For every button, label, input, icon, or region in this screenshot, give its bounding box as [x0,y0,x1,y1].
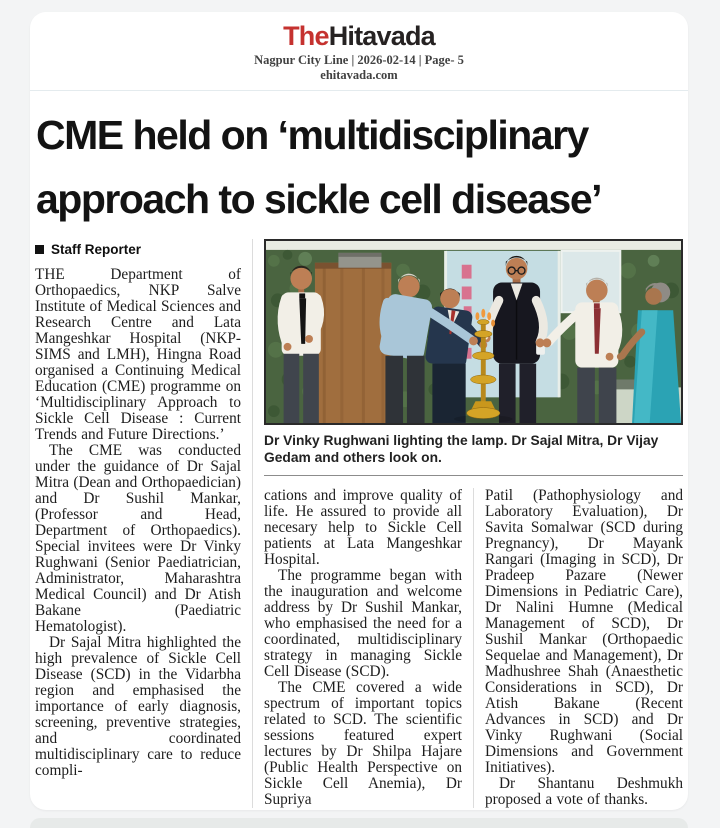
byline-square-icon [35,245,44,254]
lower-columns [264,488,683,808]
masthead [30,12,688,91]
article-paragraph: Dr Sajal Mitra highlighted the high prevalence of Sickle Cell Disease (SCD) in the Vidarbha region and emphasised the importance of early diagnosis, screening, preventive strategies, and coordinated multidisciplinary care to reduce compli- [35,634,241,780]
article-headline: CME held on ‘multidisciplinary approach to sickle cell disease’ [36,112,602,222]
event-photo-figure [264,239,683,476]
logo-the: The [283,21,329,51]
next-page-card-edge [30,818,688,828]
article-paragraph: Dr Shantanu Deshmukh proposed a vote of thanks. [485,775,683,809]
wooden-podium [315,253,391,423]
photo-and-columns [253,239,683,808]
ceiling-beam [266,241,681,250]
article-paragraph: The CME was conducted under the guidance of Dr Sajal Mitra (Dean and Orthopaedician) and Dr Sushil Mankar, (Professor and Head, Department of Orthopaedics). Special invitees were Dr Vinky Rughwani (Senior Paediatrician, Administrator, Maharashtra Medical Council) and Dr Atish Bakane (Paediatric Hematologist). [35,442,241,636]
article-paragraph: THE Department of Orthopaedics, NKP Salve Institute of Medical Sciences and Research Centre and Lata Mangeshkar Hospital (NKP-SIMS and LMH), Hingna Road organised a Continuing Medical Education (CME) programme on ‘Multidisciplinary Approach to Sickle Cell Disease : Current Trends and Future Directions.’ [35,266,241,444]
article-paragraph: cations and improve quality of life. He assured to provide all necesary help to Sickle Cell patients at Lata Mangeshkar Hospital. [264,487,462,569]
byline [35,242,241,257]
column-2 [264,488,474,808]
article-paragraph: The CME covered a wide spectrum of important topics related to SCD. The scientific sessions featured expert lectures by Dr Shilpa Hajare (Public Health Perspective on Sickle Cell Anemia), Dr Supriya [264,679,462,809]
article-paragraph: Patil (Pathophysiology and Laboratory Evaluation), Dr Savita Somalwar (SCD during Pregnancy), Dr Mayank Rangari (Imaging in SCD), Dr Pradeep Pazare (Newer Dimensions in Pediatric Care), Dr Nalini Humne (Medical Management of SCD), Dr Sushil Mankar (Orthopaedic Sequelae and Management), Dr Madhushree Shah (Anaesthetic Considerations in SCD), Dr Atish Bakane (Recent Advances in SCD) and Dr Vinky Rughwani (Social Dimensions and Government Initiatives). [485,487,683,777]
column-3 [474,488,683,808]
article-body [35,239,683,808]
article-paragraph: The programme began with the inauguration and welcome address by Dr Sushil Mankar, who emphasised the need for a coordinated, multidisciplinary strategy in managing Sickle Cell Disease (SCD). [264,567,462,681]
newspaper-clip-card [30,12,688,810]
photo-caption: Dr Vinky Rughwani lighting the lamp. Dr Sajal Mitra, Dr Vijay Gedam and others look on. [264,432,683,476]
logo-hitavada: Hitavada [328,21,435,51]
newspaper-logo [30,21,688,51]
column-1 [35,239,253,808]
article [30,104,688,808]
edition-dateline: Nagpur City Line | 2026-02-14 | Page- 5 [254,53,464,67]
event-photo-illustration [266,241,681,423]
website-text: ehitavada.com [320,68,398,82]
event-photo [264,239,683,425]
byline-label: Staff Reporter [51,242,142,258]
